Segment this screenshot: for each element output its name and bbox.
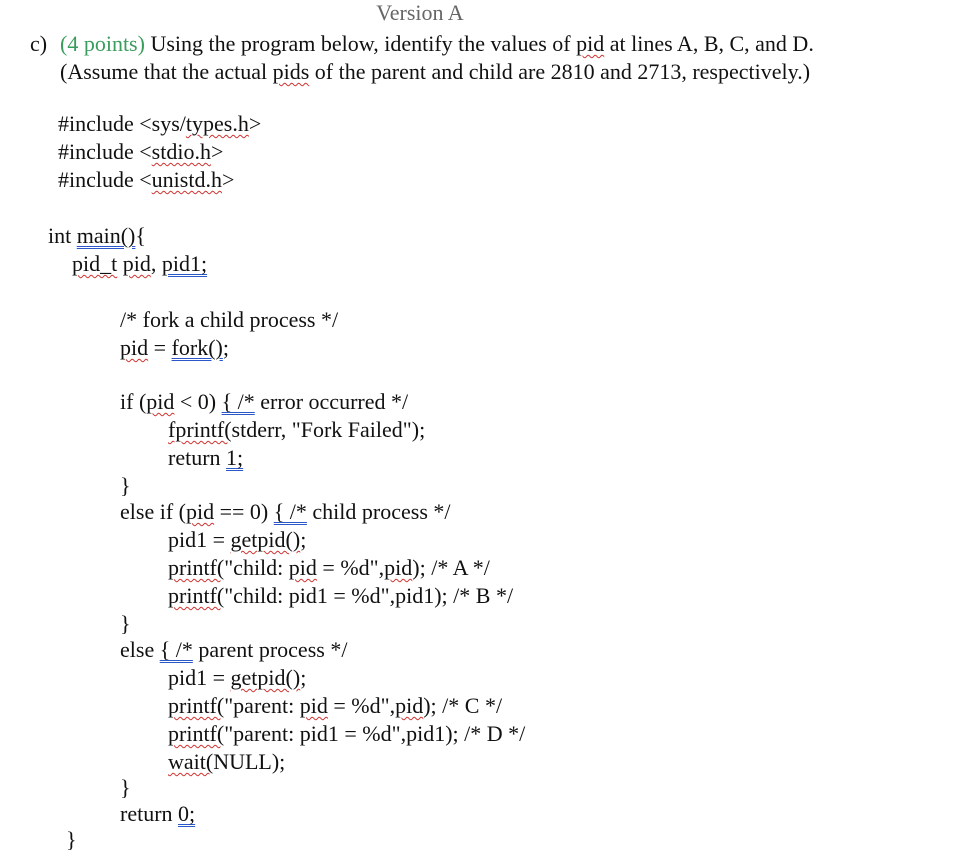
code-squiggle: pid	[146, 389, 175, 414]
code-include-2	[58, 138, 223, 166]
question-line-1	[30, 30, 950, 58]
code-parent-print-d	[168, 720, 525, 748]
code-text: ,	[150, 251, 162, 276]
code-text: return	[120, 801, 179, 826]
code-text: == 0)	[214, 499, 274, 524]
code-squiggle: pid	[299, 693, 328, 718]
code-fork	[120, 334, 229, 362]
code-text: #include <sys/	[58, 111, 186, 136]
code-text: #include <	[58, 139, 152, 164]
code-child-print-a	[168, 554, 490, 582]
code-grammar: main()	[76, 223, 136, 248]
code-squiggle: pid	[384, 555, 413, 580]
code-text: = %d",	[327, 693, 396, 718]
code-squiggle: printf(	[168, 583, 225, 608]
code-brace-1: }	[120, 473, 131, 498]
question-line2-b: of the parent and child are 2810 and 2713, respectively.)	[309, 59, 811, 84]
code-child-print-b	[168, 582, 513, 610]
code-fprintf	[168, 416, 425, 444]
code-text: ;	[300, 527, 307, 552]
code-grammar: fork()	[171, 335, 223, 360]
spell-word: pid	[576, 31, 605, 56]
code-grammar: { /*	[273, 499, 307, 524]
code-include-1	[58, 110, 261, 138]
code-squiggle: pid	[395, 693, 424, 718]
code-squiggle: printf(	[168, 721, 225, 746]
code-grammar: 1;	[226, 445, 244, 470]
code-squiggle: getpid()	[230, 665, 301, 690]
code-wait	[168, 748, 285, 776]
code-text: NULL);	[213, 749, 286, 774]
code-main	[48, 222, 146, 250]
code-text: pid1 =	[168, 665, 231, 690]
code-text: parent process */	[192, 637, 348, 662]
code-text: pid1 =	[168, 527, 231, 552]
code-grammar: { /*	[221, 389, 255, 414]
code-brace-final: }	[66, 827, 77, 852]
code-text: "child: pid1 = %d",pid1); /* B */	[224, 583, 514, 608]
code-squiggle: unistd.h	[151, 167, 222, 192]
question-text-b: at lines A, B, C, and D.	[604, 31, 814, 56]
code-squiggle: printf(	[168, 555, 225, 580]
question-line2-a: (Assume that the actual	[60, 59, 273, 84]
question-text-a: Using the program below, identify the values of	[144, 31, 577, 56]
code-squiggle: pid	[122, 251, 151, 276]
code-else-if-child	[120, 498, 451, 526]
code-text: = %d",	[316, 555, 385, 580]
code-squiggle: pid	[185, 499, 215, 524]
code-squiggle: stdio.h	[151, 139, 211, 164]
code-text: return	[168, 445, 227, 470]
code-comment-fork: /* fork a child process */	[120, 307, 339, 332]
code-grammar: { /*	[159, 637, 193, 662]
code-text: error occurred */	[254, 389, 409, 414]
code-text: else	[120, 637, 160, 662]
code-text: "parent:	[224, 693, 300, 718]
code-squiggle: wait(	[168, 749, 214, 774]
code-text: if (	[120, 389, 147, 414]
code-squiggle: printf(	[168, 693, 225, 718]
code-return-1	[168, 444, 243, 472]
question-line-2	[30, 58, 950, 86]
code-grammar: 0;	[178, 801, 196, 826]
code-text: stderr, "Fork Failed");	[231, 417, 426, 442]
code-text: int	[48, 223, 77, 248]
code-text: ;	[222, 335, 229, 360]
code-text: {	[135, 223, 146, 248]
code-text: ); /* A */	[412, 555, 490, 580]
code-text: "child:	[224, 555, 289, 580]
question-label: c)	[30, 31, 48, 56]
code-text: "parent: pid1 = %d",pid1); /* D */	[224, 721, 526, 746]
code-text: >	[221, 167, 235, 192]
code-text: #include <	[58, 167, 152, 192]
code-text: child process */	[306, 499, 451, 524]
code-text: >	[210, 139, 224, 164]
code-parent-print-c	[168, 692, 502, 720]
code-text: =	[148, 335, 172, 360]
version-header: Version A	[376, 0, 464, 25]
code-declaration	[72, 250, 207, 278]
code-brace-3: }	[120, 775, 131, 800]
code-if-error	[120, 388, 408, 416]
code-child-getpid	[168, 526, 306, 554]
code-text: >	[248, 111, 262, 136]
code-text: ); /* C */	[423, 693, 503, 718]
code-return-0	[120, 800, 195, 828]
question-prompt	[30, 30, 950, 86]
code-grammar: pid1;	[161, 251, 208, 276]
code-squiggle: pid	[288, 555, 317, 580]
question-points: (4 points)	[60, 31, 145, 56]
code-brace-2: }	[120, 611, 131, 636]
code-text: else if (	[120, 499, 186, 524]
code-squiggle: pid_t	[72, 251, 118, 276]
code-include-3	[58, 166, 234, 194]
code-parent-getpid	[168, 664, 306, 692]
code-squiggle: types.h	[185, 111, 249, 136]
spell-word: pids	[272, 59, 310, 84]
code-text: < 0)	[174, 389, 222, 414]
code-else-parent	[120, 636, 347, 664]
code-squiggle: fprintf(	[168, 417, 232, 442]
code-squiggle: pid	[120, 335, 149, 360]
code-squiggle: getpid()	[230, 527, 301, 552]
code-text: ;	[300, 665, 307, 690]
